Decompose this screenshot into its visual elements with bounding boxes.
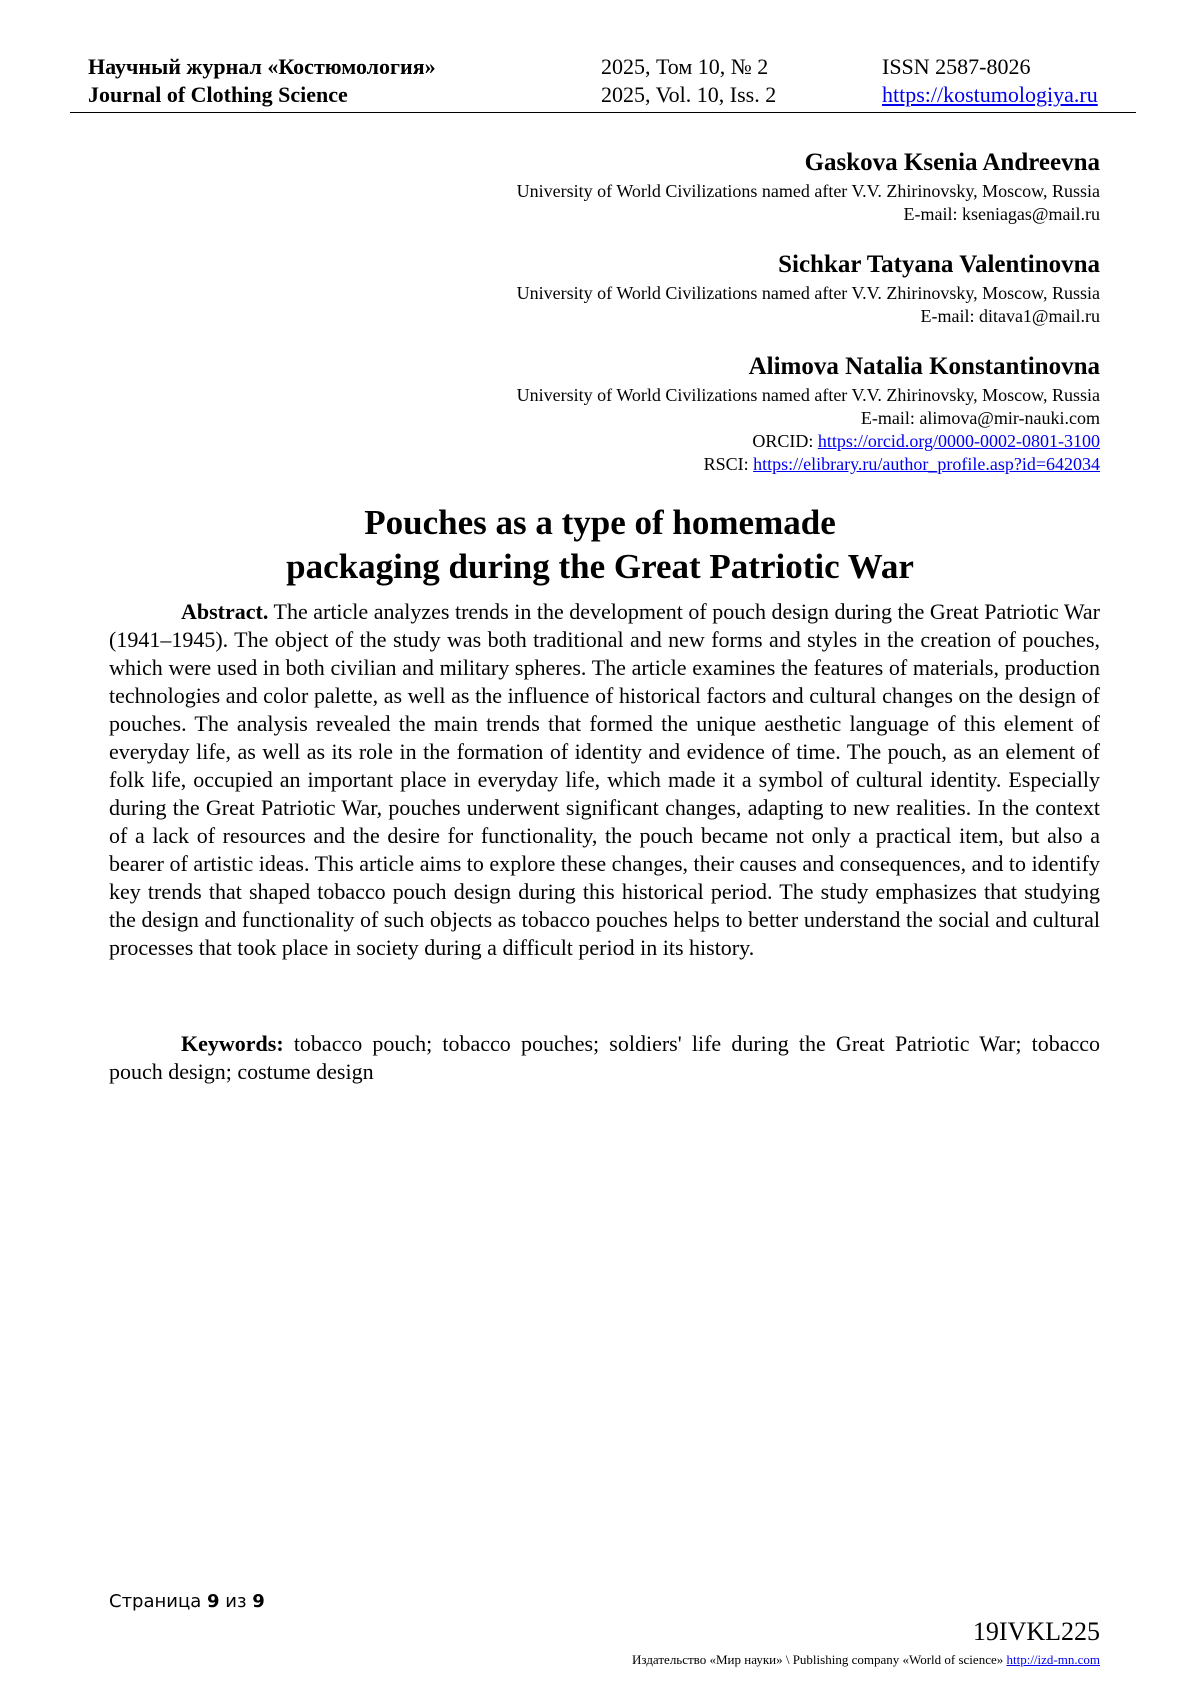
author-affiliation: University of World Civilizations named after V.V. Zhirinovsky, Moscow, Russia bbox=[516, 181, 1100, 201]
authors-block bbox=[200, 146, 1100, 498]
page-total: 9 bbox=[252, 1591, 265, 1612]
author-email: E-mail: ditava1@mail.ru bbox=[920, 306, 1100, 326]
journal-name-en: Journal of Clothing Science bbox=[88, 82, 348, 107]
author-affiliation: University of World Civilizations named after V.V. Zhirinovsky, Moscow, Russia bbox=[516, 385, 1100, 405]
author-rsci bbox=[200, 453, 1100, 476]
rsci-label: RSCI: bbox=[703, 454, 749, 474]
author-email: E-mail: alimova@mir-nauki.com bbox=[860, 408, 1100, 428]
article-title bbox=[100, 501, 1100, 589]
header-row-ru bbox=[88, 53, 1120, 81]
keywords-label: Keywords: bbox=[181, 1031, 284, 1056]
title-line-1: Pouches as a type of homemade bbox=[364, 503, 836, 542]
journal-site-link[interactable]: https://kostumologiya.ru bbox=[882, 82, 1098, 107]
orcid-label: ORCID: bbox=[752, 431, 814, 451]
publisher-link[interactable]: http://izd-mn.com bbox=[1006, 1652, 1100, 1667]
issue-ru: 2025, Том 10, № 2 bbox=[601, 54, 769, 79]
abstract bbox=[109, 598, 1100, 962]
keywords bbox=[109, 1030, 1100, 1086]
author-2 bbox=[200, 248, 1100, 328]
title-line-2: packaging during the Great Patriotic War bbox=[286, 547, 914, 586]
rsci-link[interactable]: https://elibrary.ru/author_profile.asp?id=642034 bbox=[753, 454, 1100, 474]
page-of: из bbox=[225, 1591, 247, 1612]
header-row-en bbox=[88, 81, 1120, 109]
article-code: 19IVKL225 bbox=[972, 1617, 1100, 1646]
abstract-text: The article analyzes trends in the development of pouch design during the Great Patriotic War (1941–1945). The object of the study was both traditional and new forms and styles in the creation of pouches, which were used in both civilian and military spheres. The article examines the features of materials, production technologies and color palette, as well as the influence of historical factors and cultural changes on the design of pouches. The analysis revealed the main trends that formed the unique aesthetic language of this element of everyday life, as well as its role in the formation of identity and evidence of time. The pouch, as an element of folk life, occupied an important place in everyday life, which made it a symbol of cultural identity. Especially during the Great Patriotic War, pouches underwent significant changes, adapting to new realities. In the context of a lack of resources and the desire for functionality, the pouch became not only a practical item, but also a bearer of artistic ideas. This article aims to explore these changes, their causes and consequences, and to identify key trends that shaped tobacco pouch design during this historical period. The study emphasizes that studying the design and functionality of such objects as tobacco pouches helps to better understand the social and cultural processes that took place in society during a difficult period in its history. bbox=[109, 599, 1100, 960]
author-name: Gaskova Ksenia Andreevna bbox=[804, 149, 1100, 176]
orcid-link[interactable]: https://orcid.org/0000-0002-0801-3100 bbox=[817, 431, 1100, 451]
author-3 bbox=[200, 350, 1100, 476]
issn: ISSN 2587-8026 bbox=[882, 54, 1031, 79]
page-current: 9 bbox=[207, 1591, 220, 1612]
publisher-text: Издательство «Мир науки» \ Publishing company «World of science» bbox=[632, 1652, 1004, 1667]
page-number bbox=[109, 1591, 265, 1612]
abstract-label: Abstract. bbox=[181, 599, 269, 624]
author-affiliation: University of World Civilizations named after V.V. Zhirinovsky, Moscow, Russia bbox=[516, 283, 1100, 303]
journal-header bbox=[88, 53, 1120, 109]
author-email: E-mail: kseniagas@mail.ru bbox=[903, 204, 1100, 224]
author-orcid bbox=[200, 430, 1100, 453]
author-1 bbox=[200, 146, 1100, 226]
page-word: Страница bbox=[109, 1591, 202, 1612]
author-name: Alimova Natalia Konstantinovna bbox=[748, 353, 1100, 380]
header-divider bbox=[70, 112, 1136, 113]
issue-en: 2025, Vol. 10, Iss. 2 bbox=[601, 82, 777, 107]
keywords-text: tobacco pouch; tobacco pouches; soldiers' life during the Great Patriotic War; tobacco pouch design; costume design bbox=[109, 1031, 1100, 1084]
journal-name-ru: Научный журнал «Костюмология» bbox=[88, 54, 436, 79]
publisher-line bbox=[632, 1652, 1100, 1668]
author-name: Sichkar Tatyana Valentinovna bbox=[778, 251, 1100, 278]
